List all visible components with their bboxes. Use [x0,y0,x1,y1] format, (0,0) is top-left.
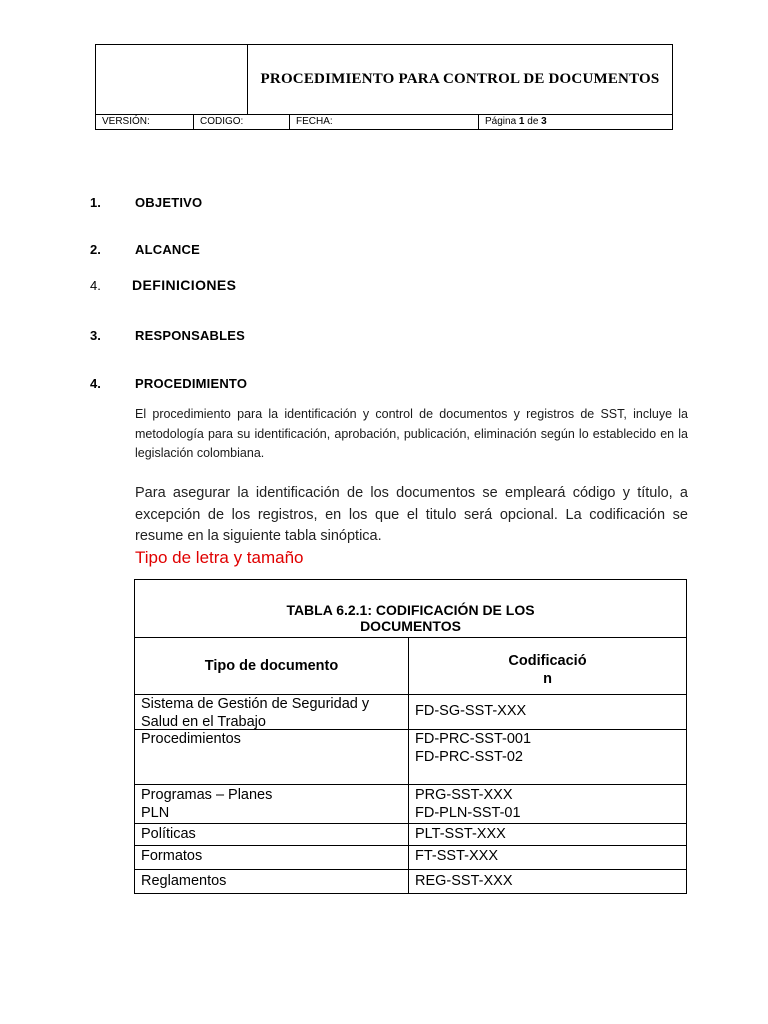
cell-code [409,870,686,893]
section-title-alcance: ALCANCE [135,242,200,257]
cell-type-line2: PLN [141,805,170,821]
section-number-alcance: 2. [90,242,101,257]
section-number-definiciones: 4. [90,278,101,293]
cell-type [135,870,409,893]
cell-code-line1: FD-SG-SST-XXX [415,703,527,719]
table-caption [135,580,686,638]
code-label: CODIGO: [194,115,290,130]
page-total: 3 [541,116,547,127]
col-header-type-text: Tipo de documento [204,658,339,674]
page-prefix: Página [485,116,519,127]
table-row [135,730,686,785]
col-header-code-line2: n [543,671,552,687]
cell-type-line1: Sistema de Gestión de Seguridad y [141,696,370,712]
cell-type-line1: Programas – Planes [141,787,273,803]
document-header [95,44,673,130]
procedure-paragraph: El procedimiento para la identificación y control de documentos y registros de SST, incluye la metodología para su identificación, aprobación, publicación, eliminación según lo establecido en la legislación colombiana. [135,407,688,460]
cell-code-line1: PRG-SST-XXX [415,787,513,803]
section-title-definiciones: DEFINICIONES [132,277,237,293]
cell-code-line1: PLT-SST-XXX [415,826,506,842]
section-title-objetivo: OBJETIVO [135,195,203,210]
section-number-objetivo: 1. [90,195,101,210]
table-row [135,870,686,893]
cell-code [409,824,686,845]
cell-code-line2: FD-PRC-SST-02 [415,749,523,765]
cell-type-line2: Salud en el Trabajo [141,714,266,730]
cell-type [135,846,409,869]
font-note: Tipo de letra y tamaño [135,548,304,567]
section-title-responsables: RESPONSABLES [135,328,246,343]
table-row [135,785,686,824]
table-row [135,824,686,846]
cell-code-line1: FT-SST-XXX [415,848,498,864]
page-current: 1 [518,116,525,127]
col-header-code-line1: Codificació [508,653,587,669]
cell-type [135,730,409,784]
cell-code [409,785,686,823]
col-header-code [409,638,686,694]
cell-code [409,846,686,869]
logo-placeholder [96,45,248,114]
cell-code-line2: FD-PLN-SST-01 [415,805,521,821]
section-title-procedimiento: PROCEDIMIENTO [135,376,248,391]
table-row [135,846,686,870]
page-indicator [479,115,672,130]
table-caption-line2: DOCUMENTOS [360,617,461,634]
table-caption-line1: TABLA 6.2.1: CODIFICACIÓN DE LOS [286,601,535,618]
cell-type [135,695,409,729]
cell-code [409,730,686,784]
col-header-type [135,638,409,694]
version-label: VERSIÓN: [96,115,194,130]
cell-type [135,824,409,845]
cell-type-line1: Reglamentos [141,873,227,889]
section-number-responsables: 3. [90,328,101,343]
page-mid: de [524,116,542,127]
cell-type-line1: Procedimientos [141,731,241,747]
section-number-procedimiento: 4. [90,376,101,391]
cell-code [409,695,686,729]
identification-paragraph: Para asegurar la identificación de los documentos se empleará código y título, a excepción de los registros, en los que el titulo será opcional. La codificación se resume en la siguiente tabla sinóptica. [135,485,688,544]
cell-type [135,785,409,823]
document-title: PROCEDIMIENTO PARA CONTROL DE DOCUMENTOS [260,71,660,87]
codification-table [134,579,687,894]
cell-code-line1: FD-PRC-SST-001 [415,731,532,747]
header-meta-row [96,114,672,129]
table-header-row [135,638,686,695]
date-label: FECHA: [290,115,479,130]
cell-type-line1: Formatos [141,848,203,864]
cell-code-line1: REG-SST-XXX [415,873,513,889]
cell-type-line1: Políticas [141,826,196,842]
table-row [135,695,686,730]
